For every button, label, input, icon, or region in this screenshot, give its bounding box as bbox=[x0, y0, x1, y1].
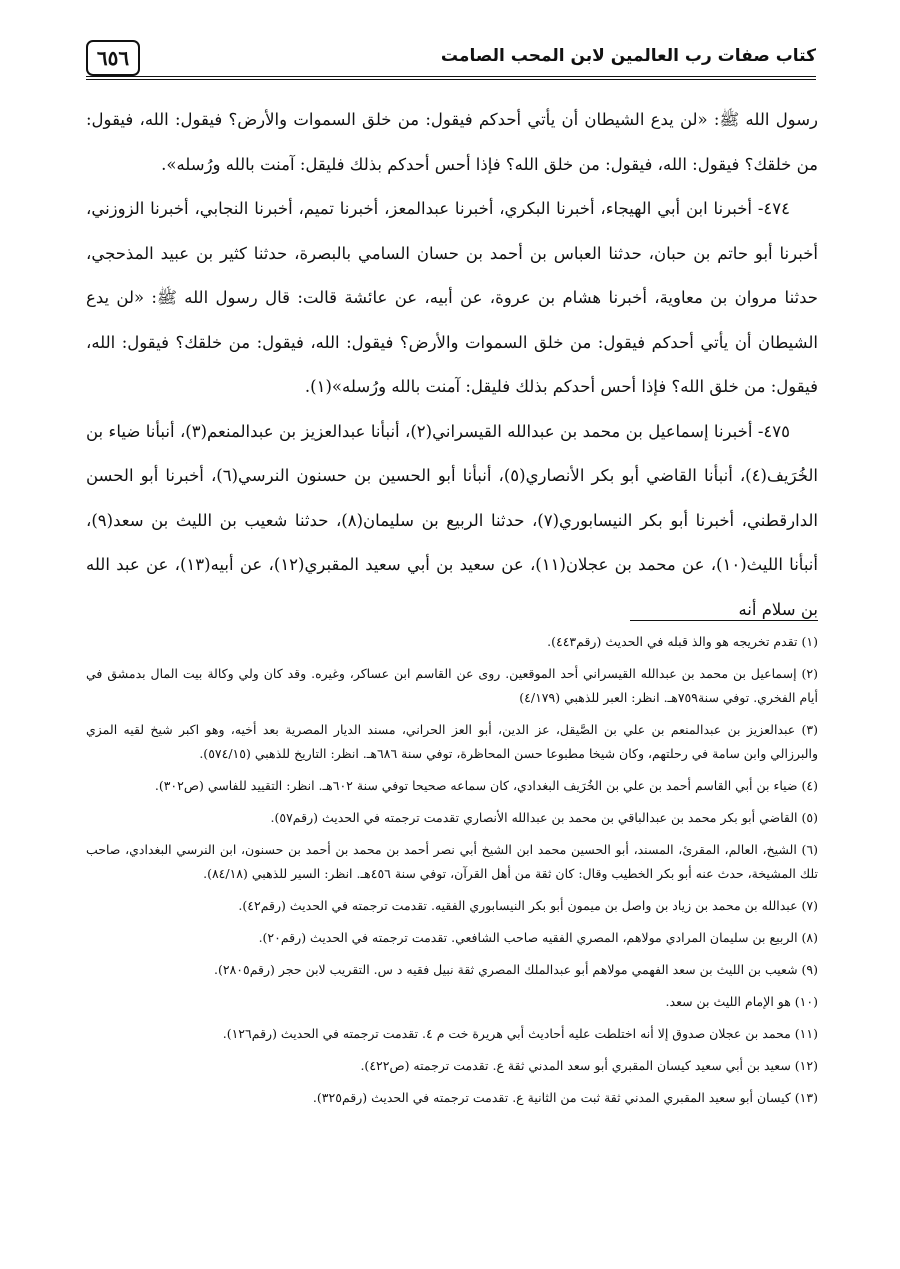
hadith-474: ٤٧٤- أخبرنا ابن أبي الهيجاء، أخبرنا البكري، أخبرنا عبدالمعز، أخبرنا تميم، أخبرنا النجابي، أخبرنا الزوزني، أخبرنا أبو حاتم بن حبان، حدثنا العباس بن أحمد بن حسان السامي بالبصرة، حدثنا كثير بن عبيد المذحجي، حدثنا مروان بن معاوية، أخبرنا هشام بن عروة، عن أبيه، عن عائشة قالت: قال رسول الله ﷺ: «لن يدع الشيطان أن يأتي أحدكم فيقول: من خلق السموات والأرض؟ فيقول: الله، فيقول: من خلقك؟ فيقول: الله، فيقول: من خلق الله؟ فإذا أحس أحدكم بذلك فليقل: آمنت بالله ورُسله»(١). bbox=[86, 199, 818, 396]
book-title: كتاب صفات رب العالمين لابن المحب الصامت bbox=[440, 46, 816, 66]
footnote-2: (٢) إسماعيل بن محمد بن عبدالله القيسراني أحد الموقعين. روى عن القاسم ابن عساكر، وغيره. وقد كان ولي وكالة بيت المال بدمشق في أيام الفخري. توفي سنة٧٥٩هـ. انظر: العبر للذهبي (٤/١٧٩) bbox=[86, 666, 818, 705]
footnotes bbox=[86, 630, 818, 1118]
page-header bbox=[86, 40, 816, 80]
footnote-10: (١٠) هو الإمام الليث بن سعد. bbox=[665, 994, 818, 1009]
footnote-3: (٣) عبدالعزيز بن عبدالمنعم بن علي بن الصَّيقل، عز الدين، أبو العز الحراني، مسند الديار المصرية بعد أخيه، وهو اكبر شيخ لقيه المزي والبرزالي وابن سامة في رحلتهم، وكان شيخا مطبوعا حسن المحاظرة، توفي سنة ٦٨٦هـ. انظر: التاريخ للذهبي (٥٧٤/١٥). bbox=[86, 722, 818, 761]
page-number: ٦٥٦ bbox=[86, 40, 140, 76]
footnote-6: (٦) الشيخ، العالم، المقرئ، المسند، أبو الحسين محمد ابن الشيخ أبي نصر أحمد بن محمد بن أحمد بن حسنون، ابن النرسي البغدادي، صاحب تلك المشيخة، حدث عنه أبو بكر الخطيب وقال: كان ثقة من أهل القرآن، توفي سنة ٤٥٦هـ. انظر: السير للذهبي (٨٤/١٨). bbox=[86, 842, 818, 881]
footnote-4: (٤) ضياء بن أبي القاسم أحمد بن علي بن الخُرَيف البغدادي، كان سماعه صحيحا توفي سنة ٦٠٢هـ. انظر: التقييد للفاسي (ص٣٠٢). bbox=[154, 778, 818, 793]
footnote-11: (١١) محمد بن عجلان صدوق إلا أنه اختلطت عليه أحاديث أبي هريرة خت م ٤. تقدمت ترجمته في الحديث (رقم١٢٦). bbox=[222, 1026, 818, 1041]
paragraph-continuation: رسول الله ﷺ: «لن يدع الشيطان أن يأتي أحدكم فيقول: من خلق السموات والأرض؟ فيقول: الله، فيقول: من خلقك؟ فيقول: الله، فيقول: من خلق الله؟ فإذا أحس أحدكم بذلك فليقل: آمنت بالله ورُسله». bbox=[86, 110, 818, 174]
hadith-475: ٤٧٥- أخبرنا إسماعيل بن محمد بن عبدالله القيسراني(٢)، أنبأنا عبدالعزيز بن عبدالمنعم(٣)، أنبأنا ضياء بن الخُرَيف(٤)، أنبأنا القاضي أبو بكر الأنصاري(٥)، أنبأنا أبو الحسين بن حسنون النرسي(٦)، أخبرنا أبو الحسن الدارقطني، أخبرنا أبو بكر النيسابوري(٧)، حدثنا الربيع بن سليمان(٨)، حدثنا شعيب بن الليث بن سعد(٩)، أنبأنا الليث(١٠)، عن محمد بن عجلان(١١)، عن سعيد بن أبي سعيد المقبري(١٢)، عن أبيه(١٣)، عن عبد الله بن سلام أنه bbox=[86, 421, 818, 619]
footnote-7: (٧) عبدالله بن محمد بن زياد بن واصل بن ميمون أبو بكر النيسابوري الفقيه. تقدمت ترجمته في الحديث (رقم٤٢). bbox=[238, 898, 818, 913]
header-divider bbox=[86, 76, 816, 80]
footnote-separator bbox=[630, 620, 818, 621]
footnote-13: (١٣) كيسان أبو سعيد المقبري المدني ثقة ثبت من الثانية ع. تقدمت ترجمته في الحديث (رقم٣٢٥). bbox=[312, 1090, 818, 1105]
footnote-8: (٨) الربيع بن سليمان المرادي مولاهم، المصري الفقيه صاحب الشافعي. تقدمت ترجمته في الحديث (رقم٢٠). bbox=[258, 930, 818, 945]
footnote-1: (١) تقدم تخريجه هو والذ قبله في الحديث (رقم٤٤٣). bbox=[547, 634, 818, 649]
footnote-12: (١٢) سعيد بن أبي سعيد كيسان المقبري أبو سعد المدني ثقة ع. تقدمت ترجمته (ص٤٢٢). bbox=[360, 1058, 818, 1073]
main-text bbox=[86, 98, 818, 632]
footnote-9: (٩) شعيب بن الليث بن سعد الفهمي مولاهم أبو عبدالملك المصري ثقة نبيل فقيه د س. التقريب لابن حجر (رقم٢٨٠٥). bbox=[214, 962, 818, 977]
footnote-5: (٥) القاضي أبو بكر محمد بن عبدالباقي بن محمد بن عبدالله الأنصاري تقدمت ترجمته في الحديث (رقم٥٧). bbox=[270, 810, 818, 825]
